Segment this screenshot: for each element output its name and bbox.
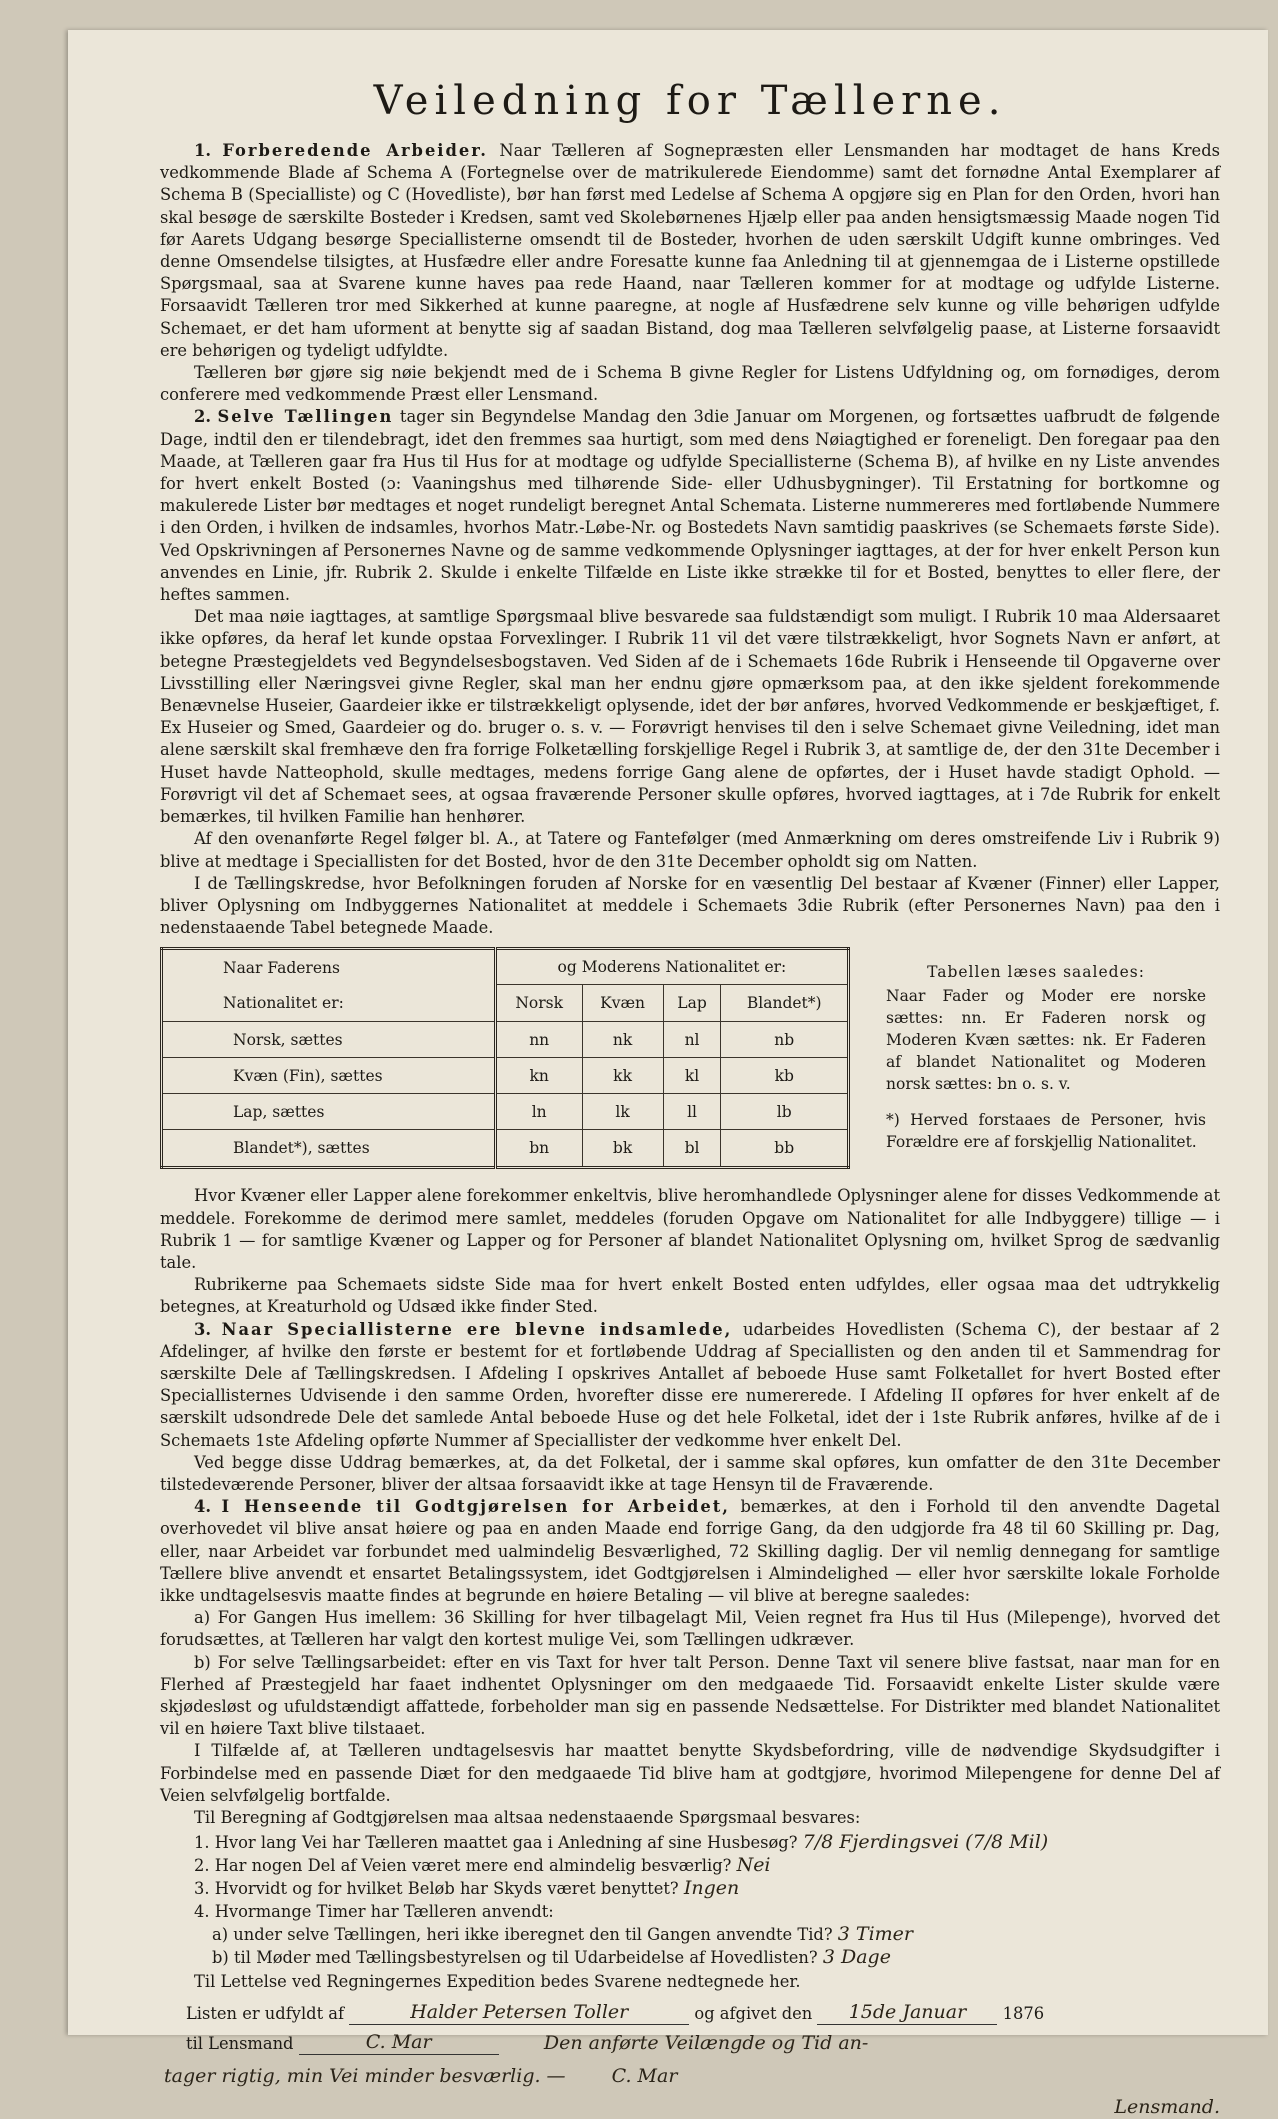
question-3-answer: Ingen <box>683 1877 740 1900</box>
filled-by-label: Listen er udfyldt af <box>186 2004 345 2024</box>
section-4-text: bemærkes, at den i Forhold til den anvendte Dagetal overhovedet vil blive ansat høiere og paa en anden Maade end forrige Gang, da den udgjorde fra 48 til 60 Skilling pr. Dag, eller, naar Arbeidet var forbundet med ualmindelig Besværlighed, 72 Skilling daglig. Der vil nemlig dennegang for samtlige Tællere blive anvendt et ensartet Betalingssystem, idet Godtgjørelsen i Almindelighed — eller hvor særskilte lokale Forholde ikke undtagelsesvis maatte findes at begrunde en høiere Betaling — vil blive at beregne saaledes: <box>160 1497 1221 1605</box>
row-label: Kvæn (Fin), sættes <box>162 1058 496 1094</box>
table-cell: nk <box>582 1022 663 1058</box>
nationality-table <box>160 947 850 1169</box>
table-row <box>162 1130 849 1168</box>
question-1-text: 1. Hvor lang Vei har Tælleren maattet gaa i Anledning af sine Husbesøg? <box>194 1833 798 1853</box>
section-2-text: tager sin Begyndelse Mandag den 3die Januar om Morgenen, og fortsættes uafbrudt de følgende Dage, indtil den er tilendebragt, idet den fremmes saa hurtigt, som med dens Nøiagtighed er foreneligt. Den foregaar paa den Maade, at Tælleren gaar fra Hus til Hus for at modtage og udfylde Speciallisterne (Schema B), af hvilke en ny Liste anvendes for hvert enkelt Bosted (ɔ: Vaaningshus med tilhørende Side- eller Udhusbygninger). Til Erstatning for bortkomne og makulerede Lister bør medtages et noget rundeligt beregnet Antal Schemata. Listerne nummereres med fortløbende Nummere i den Orden, i hvilken de indsamles, hvorhos Matr.-Løbe-Nr. og Bostedets Navn samtidig paaskrives (se Schemaets første Side). Ved Opskrivningen af Personernes Navne og de samme vedkommende Oplysninger iagttages, at der for hver enkelt Person kun anvendes en Linie, jfr. Rubrik 2. Skulde i enkelte Tilfælde en Liste ikke strække til for et Bosted, benyttes to eller flere, der heftes sammen. <box>160 407 1221 605</box>
table-cell: ln <box>495 1094 582 1130</box>
mother-header: og Moderens Nationalitet er: <box>495 949 848 985</box>
signature-title: Lensmand. <box>1114 2096 1220 2119</box>
section-4-paragraph <box>160 1496 1220 1607</box>
question-4b-text: b) til Møder med Tællingsbestyrelsen og til Udarbeidelse af Hovedlisten? <box>212 1948 818 1968</box>
table-header-row <box>162 949 849 985</box>
table-cell: nn <box>495 1022 582 1058</box>
table-cell: ll <box>663 1094 721 1130</box>
section-4-heading: I Henseende til Godtgjørelsen for Arbeidet, <box>221 1497 730 1517</box>
column-header-lap: Lap <box>663 985 721 1022</box>
section-4-number: 4. <box>194 1497 211 1517</box>
table-cell: nb <box>721 1022 849 1058</box>
nationality-table-block <box>160 947 1220 1177</box>
table-footnote: *) Herved forstaaes de Personer, hvis Forældre ere af forskjellig Nationalitet. <box>886 1111 1206 1152</box>
question-3 <box>160 1877 1220 1900</box>
section-4-paragraph-2: I Tilfælde af, at Tælleren undtagelsesvis har maattet benytte Skydsbefordring, ville de nødvendige Skydsudgifter i Forbindelse med en passende Diæt for den medgaaede Tid blive ham at godtgjøre, hvorimod Milepengene for denne Del af Veien selvfølgelig bortfalde. <box>160 1741 1220 1805</box>
table-cell: lk <box>582 1094 663 1130</box>
remark-line-1: Den anførte Veilængde og Tid an- <box>543 2032 869 2055</box>
year: 1876 <box>1002 2004 1045 2024</box>
table-column-row <box>162 985 849 1022</box>
question-4b <box>160 1946 1220 1969</box>
table-cell: bk <box>582 1130 663 1168</box>
section-4-item-b: b) For selve Tællingsarbeidet: efter en vis Taxt for hver talt Person. Denne Taxt vil senere blive fastsat, naar man for en Flerhed af Præstegjeld har faaet indhentet Oplysninger om den medgaaede Tid. Forsaavidt enkelte Lister skulde være skjødesløst og ufuldstændigt affattede, forbeholder man sig en passende Nedsættelse. For Distrikter med blandet Nationalitet vil en høiere Taxt blive tilstaaet. <box>160 1652 1220 1739</box>
section-3-heading: Naar Speciallisterne ere blevne indsamlede, <box>221 1319 733 1339</box>
table-row <box>162 1058 849 1094</box>
question-2-answer: Nei <box>736 1854 771 1877</box>
page-title: Veiledning for Tællerne. <box>373 78 1007 124</box>
section-2-heading: Selve Tællingen <box>217 407 394 427</box>
to-lensmand-line <box>160 2031 1220 2055</box>
table-cell: nl <box>663 1022 721 1058</box>
question-4 <box>160 1900 1220 1923</box>
delivered-date-value: 15de Januar <box>817 2001 997 2025</box>
column-header-blandet: Blandet*) <box>721 985 849 1022</box>
filled-by-value: Halder Petersen Toller <box>349 2001 689 2025</box>
signature-name: C. Mar <box>611 2065 678 2088</box>
section-4-item-a: a) For Gangen Hus imellem: 36 Skilling for hver tilbagelagt Mil, Veien regnet fra Hus til Hus (Milepenge), hvorved det forudsættes, at Tælleren har valgt den kortest mulige Vei, som Tællingen udkræver. <box>160 1608 1220 1650</box>
column-header-kvaen: Kvæn <box>582 985 663 1022</box>
table-cell: bn <box>495 1130 582 1168</box>
after-table-paragraph-2: Rubrikerne paa Schemaets sidste Side maa for hvert enkelt Bosted enten udfyldes, eller ogsaa maa det udtrykkelig betegnes, at Kreaturhold og Udsæd ikke finder Sted. <box>160 1275 1220 1317</box>
question-3-text: 3. Hvorvidt og for hvilket Beløb har Skyds været benyttet? <box>194 1879 679 1899</box>
question-1-answer: 7/8 Fjerdingsvei (7/8 Mil) <box>802 1831 1049 1854</box>
after-table-paragraph-1: Hvor Kvæner eller Lapper alene forekommer enkeltvis, blive heromhandlede Oplysninger alene for disses Vedkommende at meddele. Forekomme de derimod mere samlet, meddeles (foruden Opgave om Nationalitet for alle Indbyggere) tillige — i Rubrik 1 — for samtlige Kvæner og Lapper og for Personer af blandet Nationalitet Oplysning om, hvilket Sprog de sædvanlig tale. <box>160 1186 1220 1272</box>
table-cell: bb <box>721 1130 849 1168</box>
row-label: Lap, sættes <box>162 1094 496 1130</box>
section-3-text: udarbeides Hovedlisten (Schema C), der bestaar af 2 Afdelinger, af hvilke den første er bestemt for et fortløbende Uddrag af Speciallisten og den anden til et Sammendrag for særskilte Dele af Tællingskredsen. I Afdeling I opskrives Antallet af beboede Huse samt Folketallet for hvert Bosted efter Speciallisternes Udvisende i den samme Orden, hvorefter disse ere numererede. I Afdeling II opføres for hver enkelt af de særskilt udsondrede Dele det samlede Antal beboede Huse og det hele Folketal, idet der i 1ste Rubrik anføres, hvilke af de i Schemaets 1ste Afdeling opførte Nummer af Speciallister der vedkomme hver enkelt Del. <box>160 1319 1220 1450</box>
section-1-paragraph-2: Tælleren bør gjøre sig nøie bekjendt med de i Schema B givne Regler for Listens Udfyldning og, om fornødiges, derom conferere med vedkommende Præst eller Lensmand. <box>160 363 1220 405</box>
section-1-paragraph <box>160 140 1220 362</box>
table-explanation-heading: Tabellen læses saaledes: <box>927 963 1145 982</box>
table-cell: kk <box>582 1058 663 1094</box>
filled-by-line <box>160 2001 1220 2025</box>
question-1 <box>160 1831 1220 1854</box>
section-1-number: 1. <box>194 141 211 160</box>
father-header-2: Nationalitet er: <box>162 985 496 1022</box>
question-2 <box>160 1854 1220 1877</box>
to-lensmand-label: til Lensmand <box>186 2034 294 2054</box>
section-4-paragraph-3: Til Beregning af Godtgjørelsen maa altsaa nedenstaaende Spørgsmaal besvares: <box>194 1808 861 1827</box>
section-2-paragraph <box>160 406 1220 606</box>
document-page <box>68 30 1268 2119</box>
table-row <box>162 1094 849 1130</box>
question-4a-answer: 3 Timer <box>837 1923 914 1946</box>
table-cell: kb <box>721 1058 849 1094</box>
column-header-norsk: Norsk <box>495 985 582 1022</box>
to-lensmand-value: C. Mar <box>299 2031 499 2055</box>
table-cell: lb <box>721 1094 849 1130</box>
table-explanation <box>866 961 1206 1153</box>
row-label: Blandet*), sættes <box>162 1130 496 1168</box>
remark-line-2-text: tager rigtig, min Vei minder besværlig. — <box>164 2065 566 2088</box>
question-4-text: 4. Hvormange Timer har Tælleren anvendt: <box>194 1902 554 1922</box>
section-2-paragraph-2: Det maa nøie iagttages, at samtlige Spørgsmaal blive besvarede saa fuldstændigt som muligt. I Rubrik 10 maa Aldersaaret ikke opføres, da heraf let kunde opstaa Forvexlinger. I Rubrik 11 vil det være tilstrækkeligt, hvor Sognets Navn er anført, at betegne Præstegjeldets ved Begyndelsesbogstaven. Ved Siden af de i Schemaets 16de Rubrik i Henseende til Opgaverne over Livsstilling eller Næringsvei givne Regler, skal man her endnu gjøre opmærksom paa, at den ikke sjeldent forekommende Benævnelse Huseier, Gaardeier ikke er tilstrækkeligt oplysende, idet der bør anføres, hvorved Vedkommende er beskjæftiget, f. Ex Huseier og Smed, Gaardeier og do. bruger o. s. v. — Forøvrigt henvises til den i selve Schemaet givne Veiledning, idet man alene særskilt skal fremhæve den fra forrige Folketælling forskjellige Regel i Rubrik 3, at samtlige de, der den 31te December i Huset havde Natteophold, skulle medtages, medens forrige Gang alene de opførtes, der i Huset havde stadigt Ophold. — Forøvrigt vil det af Schemaet sees, at ogsaa fraværende Personer skulle opføres, hvorved iagttages, at i 7de Rubrik for enkelt bemærkes, til hvilken Familie han henhører. <box>160 607 1220 827</box>
section-3-paragraph-2: Ved begge disse Uddrag bemærkes, at, da det Folketal, der i samme skal opføres, kun omfatter de den 31te December tilstedeværende Personer, bliver der altsaa forsaavidt ikke at tage Hensyn til de Fraværende. <box>160 1452 1220 1494</box>
row-label: Norsk, sættes <box>162 1022 496 1058</box>
section-2-paragraph-4: I de Tællingskredse, hvor Befolkningen foruden af Norske for en væsentlig Del bestaar af Kvæner (Finner) eller Lapper, bliver Oplysning om Indbyggernes Nationalitet at meddele i Schemaets 3die Rubrik (efter Personernes Navn) paa den i nedenstaaende Tabel betegnede Maade. <box>160 873 1220 938</box>
question-4a-text: a) under selve Tællingen, heri ikke iberegnet den til Gangen anvendte Tid? <box>212 1925 833 1945</box>
section-2-number: 2. <box>194 407 211 427</box>
father-header-1: Naar Faderens <box>162 949 496 985</box>
question-4a <box>160 1923 1220 1946</box>
table-cell: kl <box>663 1058 721 1094</box>
table-row <box>162 1022 849 1058</box>
table-cell: bl <box>663 1130 721 1168</box>
question-2-text: 2. Har nogen Del af Veien været mere end almindelig besværlig? <box>194 1856 732 1876</box>
question-4b-answer: 3 Dage <box>822 1946 891 1969</box>
remark-line-2 <box>160 2065 1220 2088</box>
section-1-heading: Forberedende Arbeider. <box>222 141 488 160</box>
section-3-number: 3. <box>194 1319 211 1339</box>
closing-note: Til Lettelse ved Regningernes Expedition bedes Svarene nedtegnede her. <box>194 1972 801 1992</box>
table-explanation-text: Naar Fader og Moder ere norske sættes: nn. Er Faderen norsk og Moderen Kvæn sættes: nk. Er Faderen af blandet Nationalitet og Moderen norsk sættes: bn o. s. v. <box>886 987 1206 1094</box>
section-3-paragraph <box>160 1319 1220 1452</box>
table-cell: kn <box>495 1058 582 1094</box>
delivered-label: og afgivet den <box>694 2004 813 2024</box>
document-content <box>160 78 1220 2119</box>
section-1-text: Naar Tælleren af Sognepræsten eller Lensmanden har modtaget de hans Kreds vedkommende Blade af Schema A (Fortegnelse over de matrikulerede Eiendomme) samt det fornødne Antal Exemplarer af Schema B (Specialliste) og C (Hovedliste), bør han først med Ledelse af Schema A opgjøre sig en Plan for den Orden, hvori han skal besøge de særskilte Bosteder i Kredsen, samt ved Skolebørnenes Hjælp eller paa anden hensigtsmæssig Maade nogen Tid før Aarets Udgang besørge Speciallisterne omsendt til de Bosteder, hvorhen de uden særskilt Udgift kunne ombringes. Ved denne Omsendelse tilsigtes, at Husfædre eller andre Foresatte kunne faa Anledning til at gjennemgaa de i Listerne opstillede Spørgsmaal, saa at Svarene kunne haves paa rede Haand, naar Tælleren kommer for at modtage og udfylde Listerne. Forsaavidt Tælleren tror med Sikkerhed at kunne paaregne, at nogle af Husfædrene selv kunne og ville behørigen udfylde Schemaet, er det ham uforment at benytte sig af saadan Bistand, dog maa Tælleren selvfølgelig paase, at Listerne forsaavidt ere behørigen og tydeligt udfyldte. <box>160 141 1220 360</box>
section-2-paragraph-3: Af den ovenanførte Regel følger bl. A., at Tatere og Fantefølger (med Anmærkning om deres omstreifende Liv i Rubrik 9) blive at medtage i Speciallisten for det Bosted, hvor de den 31te December opholdt sig om Natten. <box>160 829 1220 871</box>
